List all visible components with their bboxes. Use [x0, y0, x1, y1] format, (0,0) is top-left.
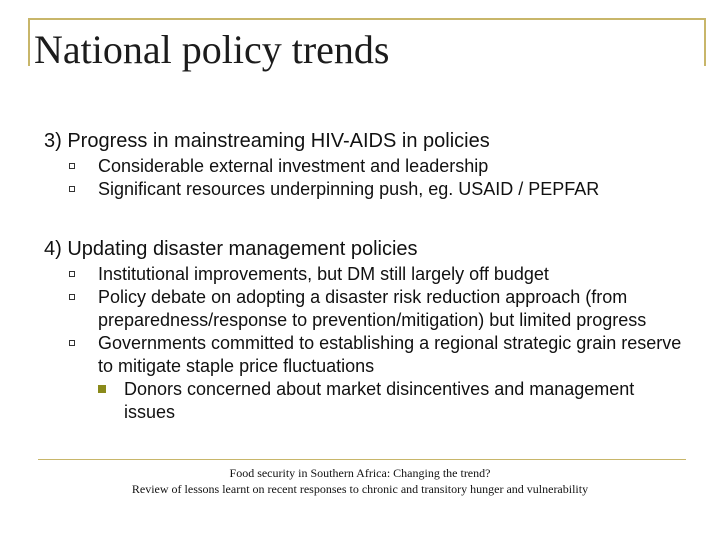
section-heading: 4) Updating disaster management policies: [44, 238, 418, 260]
sub-list-item-text: Donors concerned about market disincentives and management issues: [124, 379, 635, 422]
sub-list-item: [44, 378, 684, 424]
list-item-text: Significant resources underpinning push, eg. USAID / PEPFAR: [98, 179, 600, 199]
list-item-text: Institutional improvements, but DM still largely off budget: [98, 264, 549, 284]
footer-line-2: Review of lessons learnt on recent responses to chronic and transitory hunger and vulnerability: [131, 482, 589, 496]
hollow-square-bullet-icon: [69, 271, 75, 277]
filled-square-bullet-icon: [98, 385, 106, 393]
footer-line-1: Food security in Southern Africa: Changing the trend?: [229, 466, 491, 480]
hollow-square-bullet-icon: [69, 340, 75, 346]
list-item: [44, 263, 684, 286]
section-disaster-management: [44, 238, 684, 424]
title-frame-top-line: [28, 18, 706, 20]
list-item: [44, 286, 684, 332]
list-item-text: Governments committed to establishing a regional strategic grain reserve to mitigate staple price fluctuations: [98, 333, 682, 376]
hollow-square-bullet-icon: [69, 186, 75, 192]
slide-footer: [40, 465, 680, 497]
footer-divider: [38, 459, 686, 460]
list-item: [44, 332, 684, 378]
list-item: [44, 178, 684, 201]
title-frame-left-line: [28, 18, 30, 66]
bullet-list: [44, 155, 684, 201]
hollow-square-bullet-icon: [69, 163, 75, 169]
hollow-square-bullet-icon: [69, 294, 75, 300]
list-item: [44, 155, 684, 178]
list-item-text: Policy debate on adopting a disaster risk reduction approach (from preparedness/response to prevention/mitigation) but limited progress: [98, 287, 647, 330]
slide-title: National policy trends: [34, 27, 390, 72]
bullet-list: [44, 263, 684, 424]
section-hiv-aids: [44, 130, 684, 201]
list-item-text: Considerable external investment and leadership: [98, 156, 489, 176]
section-heading: 3) Progress in mainstreaming HIV-AIDS in policies: [44, 130, 490, 152]
title-frame-right-line: [704, 18, 706, 66]
